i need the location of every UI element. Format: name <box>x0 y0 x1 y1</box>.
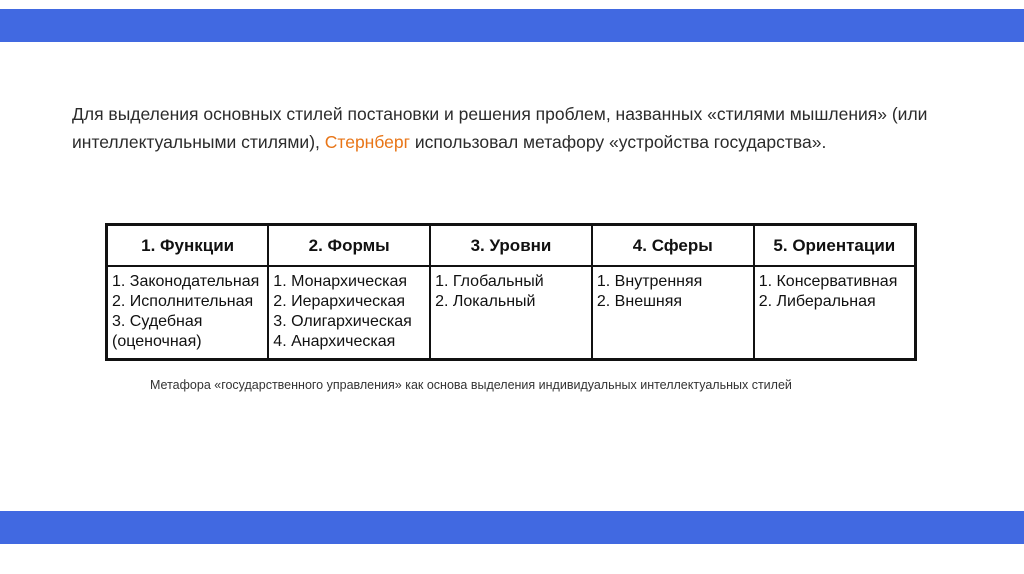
header-orientations: 5. Ориентации <box>754 225 916 267</box>
header-spheres: 4. Сферы <box>592 225 754 267</box>
table-caption: Метафора «государственного управления» как основа выделения индивидуальных интеллектуальных стилей <box>150 378 792 392</box>
cell-forms <box>268 266 430 360</box>
intro-text-start: Для выделения основных стилей постановки и решения проблем, названных «стилями мышления» (или интеллектуальными стилями), <box>72 104 928 152</box>
list-item: 3. Судебная <box>112 313 203 330</box>
list-item: 2. Локальный <box>435 293 536 310</box>
list-item: 2. Внешняя <box>596 293 683 310</box>
bottom-accent-band <box>0 511 1024 544</box>
cell-orientations <box>754 266 916 360</box>
list-item: 2. Либеральная <box>758 293 876 310</box>
intro-text-end: использовал метафору «устройства государства». <box>410 132 827 152</box>
list-item: 2. Иерархическая <box>273 293 406 310</box>
sternberg-highlight: Стернберг <box>324 132 411 152</box>
top-accent-band <box>0 9 1024 42</box>
list-item: 1. Внутренняя <box>596 273 703 290</box>
list-item: 1. Законодательная <box>112 273 260 290</box>
intro-paragraph <box>72 100 972 156</box>
cell-functions <box>107 266 269 360</box>
cell-levels <box>430 266 592 360</box>
list-item: (оценочная) <box>112 333 202 350</box>
cell-spheres <box>592 266 754 360</box>
table-header-row <box>107 225 916 267</box>
list-item: 1. Глобальный <box>435 273 544 290</box>
list-item: 1. Монархическая <box>273 273 408 290</box>
state-metaphor-table <box>105 223 917 361</box>
list-item: 4. Анархическая <box>273 333 396 350</box>
header-levels: 3. Уровни <box>430 225 592 267</box>
list-item: 1. Консервативная <box>758 273 898 290</box>
header-forms: 2. Формы <box>268 225 430 267</box>
table-row <box>107 266 916 360</box>
list-item: 2. Исполнительная <box>112 293 254 310</box>
list-item: 3. Олигархическая <box>273 313 412 330</box>
header-functions: 1. Функции <box>107 225 269 267</box>
